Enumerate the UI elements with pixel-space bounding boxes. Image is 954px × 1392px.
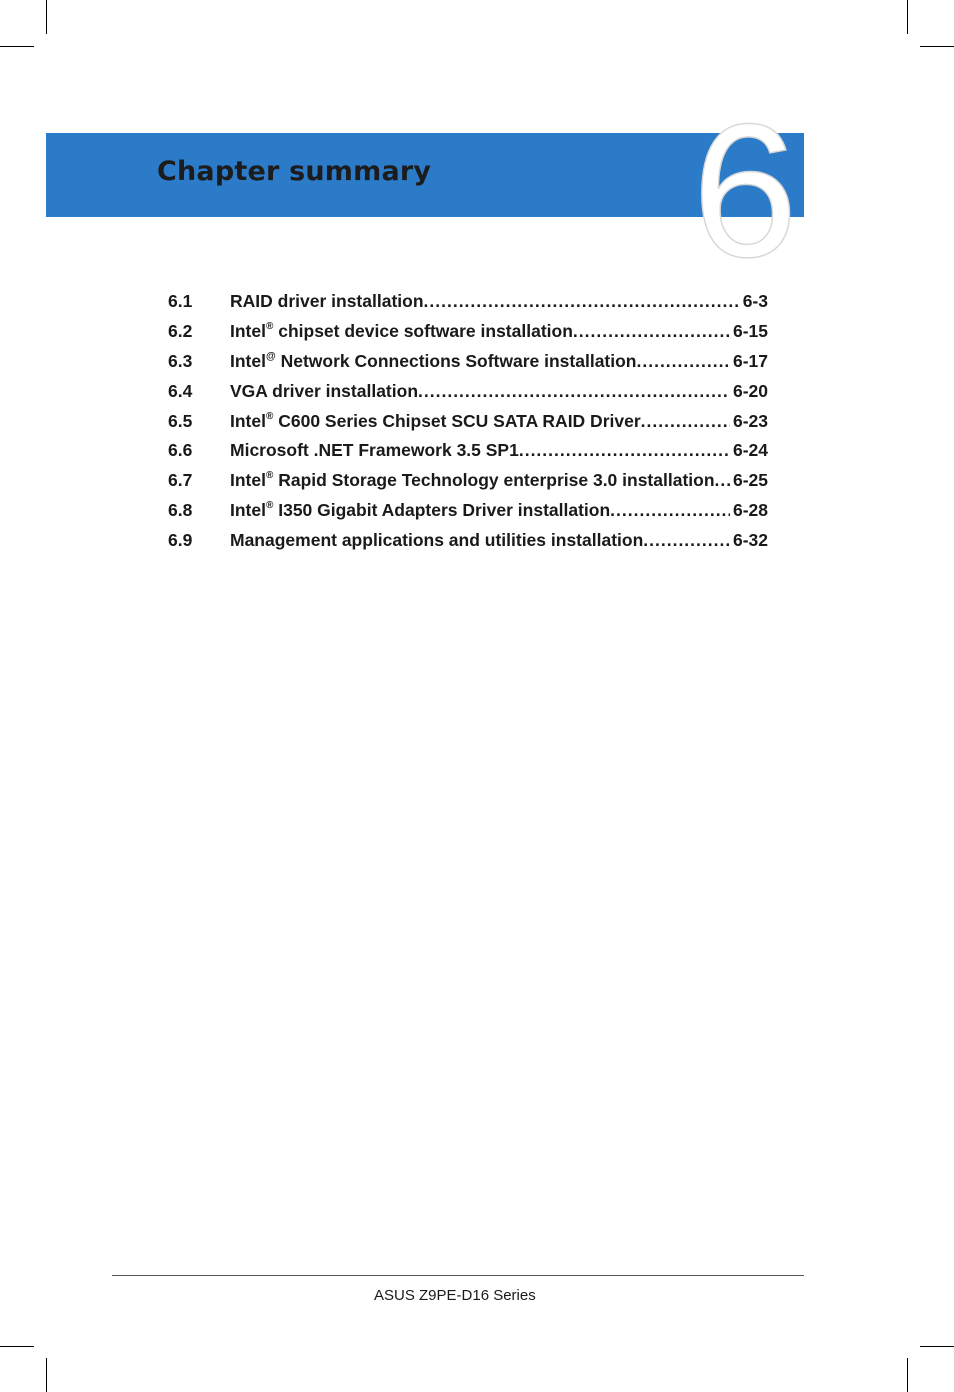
toc-section-number: 6.6 <box>168 440 193 461</box>
toc-section-title: Intel® Rapid Storage Technology enterprise 3.0 installation <box>230 470 715 491</box>
chapter-title: Chapter summary <box>157 156 432 187</box>
toc-section-title: RAID driver installation <box>230 291 424 312</box>
toc-item[interactable] <box>168 436 768 466</box>
toc-item[interactable] <box>168 496 768 526</box>
crop-mark <box>920 1346 954 1347</box>
toc-section-title: Intel® C600 Series Chipset SCU SATA RAID Driver <box>230 410 641 431</box>
toc-page-number: 6-20 <box>732 380 768 401</box>
toc-page-number: 6-3 <box>742 291 768 312</box>
toc-page-number: 6-32 <box>732 529 768 550</box>
toc-section-title: Intel@ Network Connections Software installation <box>230 350 637 371</box>
toc-leader-dots <box>519 440 730 461</box>
crop-mark <box>0 1346 34 1347</box>
toc-item[interactable] <box>168 347 768 377</box>
toc-section-title: Intel® chipset device software installation <box>230 321 573 342</box>
toc-page-number: 6-24 <box>732 440 768 461</box>
toc-leader-dots <box>715 470 730 491</box>
toc-section-number: 6.8 <box>168 499 193 520</box>
toc-item[interactable] <box>168 406 768 436</box>
toc-item[interactable] <box>168 466 768 496</box>
toc-leader-dots <box>573 321 730 342</box>
toc-item[interactable] <box>168 287 768 317</box>
toc-page-number: 6-15 <box>732 321 768 342</box>
toc-section-number: 6.5 <box>168 410 193 431</box>
crop-mark <box>907 1358 908 1392</box>
crop-mark <box>0 46 34 47</box>
toc-page-number: 6-23 <box>732 410 768 431</box>
toc-leader-dots <box>418 381 730 402</box>
toc-leader-dots <box>424 291 740 312</box>
crop-mark <box>46 1358 47 1392</box>
toc-page-number: 6-28 <box>732 499 768 520</box>
crop-mark <box>907 0 908 34</box>
footer-rule <box>112 1275 804 1276</box>
toc-leader-dots <box>641 411 730 432</box>
footer-text: ASUS Z9PE-D16 Series <box>374 1287 536 1304</box>
toc-item[interactable] <box>168 525 768 555</box>
crop-mark <box>46 0 47 34</box>
chapter-toc <box>168 287 768 555</box>
toc-section-title: VGA driver installation <box>230 380 419 401</box>
toc-leader-dots <box>610 500 730 521</box>
toc-item[interactable] <box>168 317 768 347</box>
toc-leader-dots <box>637 351 730 372</box>
toc-section-number: 6.7 <box>168 470 193 491</box>
toc-section-title: Management applications and utilities installation <box>230 529 644 550</box>
toc-section-number: 6.3 <box>168 350 193 371</box>
toc-section-number: 6.9 <box>168 529 193 550</box>
crop-mark <box>920 46 954 47</box>
toc-section-number: 6.1 <box>168 291 193 312</box>
toc-page-number: 6-25 <box>732 470 768 491</box>
toc-item[interactable] <box>168 376 768 406</box>
toc-page-number: 6-17 <box>732 350 768 371</box>
toc-leader-dots <box>643 530 730 551</box>
toc-section-title: Intel® I350 Gigabit Adapters Driver installation <box>230 499 611 520</box>
chapter-number: 6 <box>692 85 798 297</box>
toc-section-number: 6.2 <box>168 321 193 342</box>
toc-section-number: 6.4 <box>168 380 193 401</box>
toc-section-title: Microsoft .NET Framework 3.5 SP1 <box>230 440 519 461</box>
